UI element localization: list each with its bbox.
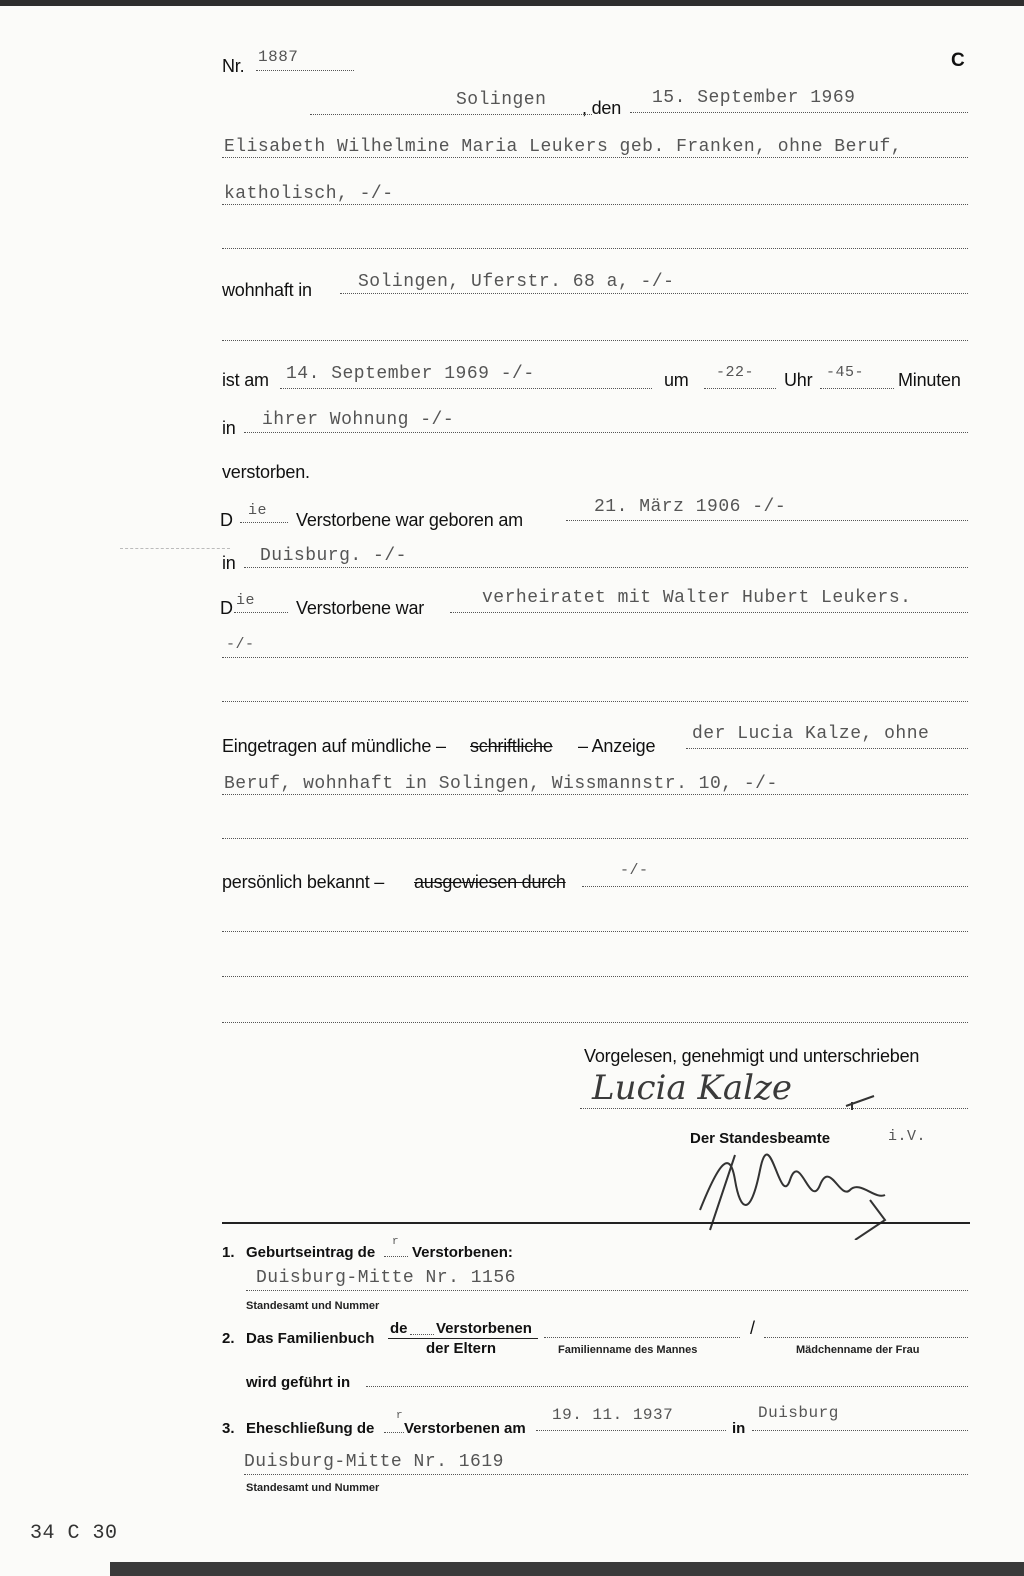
item2-de: de	[390, 1320, 408, 1337]
place-value: Solingen	[456, 90, 547, 110]
death-minutes: -45-	[826, 364, 865, 381]
den-label: , den	[582, 98, 622, 118]
marriage-place: Duisburg	[758, 1404, 839, 1422]
item3-suffix: r	[396, 1410, 403, 1422]
identity-label-struck: ausgewiesen durch	[414, 872, 566, 892]
item3-label-a: Eheschließung de	[246, 1420, 375, 1437]
identity-label-a: persönlich bekannt –	[222, 872, 385, 892]
residence-label: wohnhaft in	[222, 280, 312, 300]
marital-status: verheiratet mit Walter Hubert Leukers.	[482, 588, 912, 608]
item1-suffix: r	[392, 1236, 399, 1248]
birth-d-label: D	[220, 510, 233, 530]
scan-top-edge	[0, 0, 1024, 6]
item2-slash: /	[750, 1318, 755, 1338]
birth-date: 21. März 1906 -/-	[594, 497, 787, 517]
item1-label-a: Geburtseintrag de	[246, 1244, 376, 1261]
nr-label: Nr.	[222, 56, 245, 76]
identity-value: -/-	[620, 862, 649, 879]
iv-label: i.V.	[888, 1128, 927, 1145]
informant-line2: Beruf, wohnhaft in Solingen, Wissmannstr. 10, -/-	[224, 774, 778, 794]
in-label: in	[222, 418, 236, 438]
item1-number: 1.	[222, 1244, 235, 1261]
item2-verstorbenen: Verstorbenen	[436, 1320, 532, 1337]
footer-divider	[222, 1222, 970, 1224]
form-letter: C	[951, 50, 965, 71]
report-label-b: – Anzeige	[578, 736, 656, 756]
status-continuation: -/-	[226, 636, 255, 653]
deceased-name-line: Elisabeth Wilhelmine Maria Leukers geb. Franken, ohne Beruf,	[224, 137, 903, 157]
scan-mark	[120, 548, 230, 549]
item2-label: Das Familienbuch	[246, 1330, 375, 1347]
report-label-struck: schriftliche	[470, 736, 553, 756]
birth-place: Duisburg. -/-	[260, 546, 407, 566]
signature-flourish-icon	[844, 1092, 878, 1112]
item2-wird: wird geführt in	[246, 1374, 351, 1391]
issue-date: 15. September 1969	[652, 88, 856, 108]
uhr-label: Uhr	[784, 370, 813, 390]
birth-register-entry: Duisburg-Mitte Nr. 1156	[256, 1268, 516, 1288]
birth-text-label: Verstorbene war geboren am	[296, 510, 523, 530]
item1-caption: Standesamt und Nummer	[246, 1300, 380, 1312]
minuten-label: Minuten	[898, 370, 961, 390]
death-date: 14. September 1969 -/-	[286, 364, 535, 384]
item2-fraction-line	[388, 1338, 538, 1339]
nr-value: 1887	[258, 48, 299, 66]
item2-eltern: der Eltern	[426, 1340, 497, 1357]
item3-label-b: Verstorbenen am	[404, 1420, 526, 1437]
marriage-register-entry: Duisburg-Mitte Nr. 1619	[244, 1452, 504, 1472]
status-text-label: Verstorbene war	[296, 598, 425, 618]
item3-in: in	[732, 1420, 746, 1437]
form-code: 34 C 30	[30, 1522, 118, 1545]
report-label-a: Eingetragen auf mündliche –	[222, 736, 446, 756]
official-label: Der Standesbeamte	[690, 1130, 831, 1147]
official-signature-scribble	[690, 1140, 900, 1240]
verstorben-label: verstorben.	[222, 462, 310, 482]
residence-value: Solingen, Uferstr. 68 a, -/-	[358, 272, 675, 292]
birth-article-suffix: ie	[248, 502, 268, 519]
item3-caption: Standesamt und Nummer	[246, 1482, 380, 1494]
item2-number: 2.	[222, 1330, 235, 1347]
status-article-suffix: ie	[236, 592, 256, 609]
birth-in-label: in	[222, 553, 236, 573]
item1-label-b: Verstorbenen:	[412, 1244, 513, 1261]
item2-caption-wife: Mädchenname der Frau	[796, 1344, 920, 1356]
death-hour: -22-	[716, 364, 755, 381]
um-label: um	[664, 370, 689, 390]
informant-line1: der Lucia Kalze, ohne	[692, 724, 930, 744]
closing-statement: Vorgelesen, genehmigt und unterschrieben	[584, 1046, 920, 1066]
deceased-religion-line: katholisch, -/-	[224, 184, 394, 204]
item3-number: 3.	[222, 1420, 235, 1437]
scan-bottom-edge	[110, 1562, 1024, 1576]
item2-caption-husband: Familienname des Mannes	[558, 1344, 698, 1356]
status-d-label: D	[220, 598, 233, 618]
marriage-date: 19. 11. 1937	[552, 1406, 674, 1424]
ist-am-label: ist am	[222, 370, 269, 390]
death-place: ihrer Wohnung -/-	[262, 410, 455, 430]
informant-signature: Lucia Kalze	[592, 1068, 793, 1108]
